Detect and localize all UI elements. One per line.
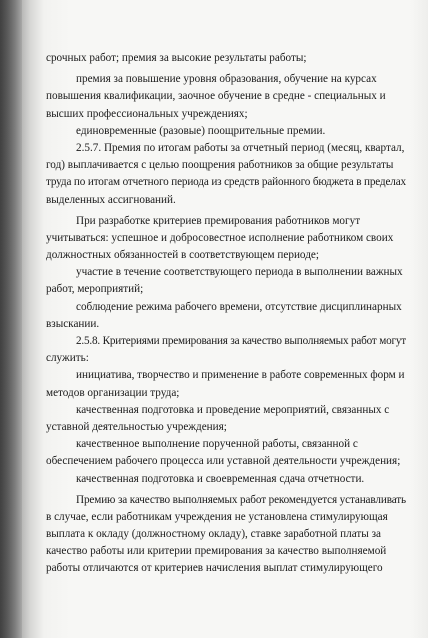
text-line: в случае, если работникам учреждения не установлена стимулирующая <box>46 510 388 523</box>
binding-shadow <box>0 0 22 638</box>
text-line: выплата к окладу (должностному окладу), ставке заработной платы за <box>46 528 381 541</box>
text-line: срочных работ; премия за высокие результаты работы; <box>46 52 307 64</box>
text-line: высших профессиональных учреждениях; <box>46 107 248 120</box>
text-line: соблюдение режима рабочего времени, отсутствие дисциплинарных <box>76 300 402 313</box>
text-line: выделенных ассигнований. <box>46 193 176 206</box>
text-line: премия за повышение уровня образования, обучение на курсах <box>76 73 377 86</box>
text-line: год) выплачивается с целью поощрения работников за общие результаты <box>46 159 394 172</box>
text-line: При разработке критериев премирования работников могут <box>76 214 361 227</box>
text-line: качество работы или критерии премирования за качество выполняемой <box>46 545 387 558</box>
text-line: работ, мероприятий; <box>46 283 144 296</box>
text-line: обеспечением рабочего процесса или уставной деятельности учреждения; <box>46 455 401 468</box>
text-line: взыскании. <box>46 317 100 330</box>
text-line: служить: <box>46 352 89 365</box>
text-line: повышения квалификации, заочное обучение в средне - специальных и <box>46 90 386 103</box>
text-line: учитываться: успешное и добросовестное исполнение работником своих <box>46 231 394 244</box>
text-line: качественное выполнение порученной работы, связанной с <box>76 438 358 451</box>
text-line: качественная подготовка и своевременная сдача отчетности. <box>76 472 365 485</box>
text-line: 2.5.7. Премия по итогам работы за отчетный период (месяц, квартал, <box>76 141 405 154</box>
text-line: участие в течение соответствующего периода в выполнении важных <box>76 266 403 279</box>
text-line: качественная подготовка и проведение мероприятий, связанных с <box>76 403 390 416</box>
text-line: работы отличаются от критериев начисления выплат стимулирующего <box>46 562 383 575</box>
text-line: методов организации труда; <box>46 386 180 399</box>
text-line: инициатива, творчество и применение в работе современных форм и <box>76 369 405 382</box>
text-line: должностных обязанностей в соответствующем периоде; <box>46 249 319 262</box>
text-line: единовременные (разовые) поощрительные премии. <box>76 124 326 137</box>
text-line: Премию за качество выполняемых работ рекомендуется устанавливать <box>76 493 406 506</box>
text-line: 2.5.8. Критериями премирования за качество выполняемых работ могут <box>76 335 406 347</box>
document-body <box>46 50 406 578</box>
text-line: уставной деятельностью учреждения; <box>46 420 227 433</box>
text-line: труда по итогам отчетного периода из средств районного бюджета в пределах <box>46 176 406 189</box>
